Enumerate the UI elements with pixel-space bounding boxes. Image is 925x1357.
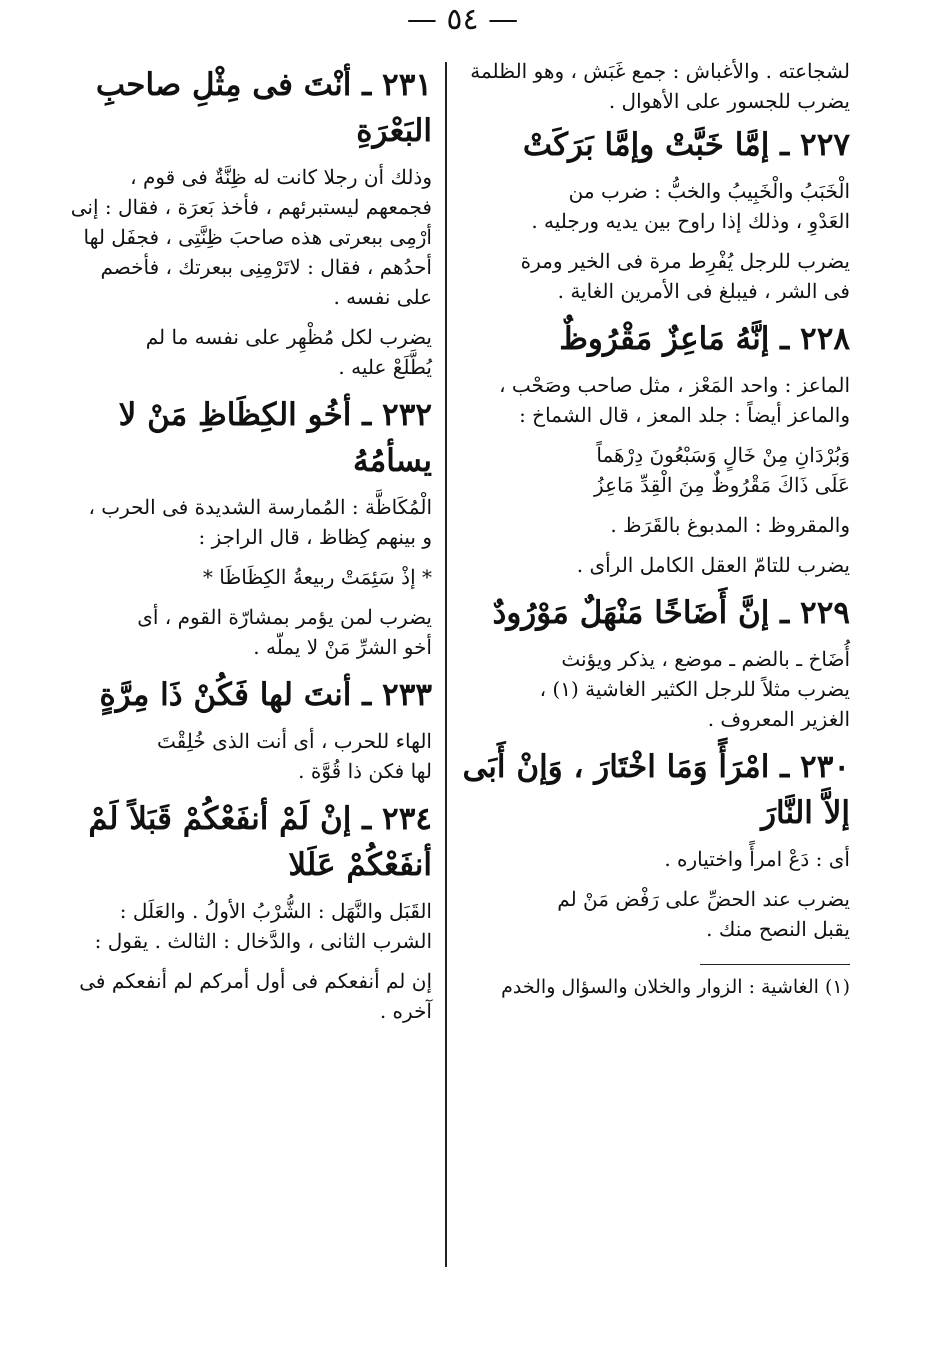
- entry-number: ٢٣٤: [382, 801, 432, 837]
- entry-title-text: امْرَأً وَمَا اخْتَارَ ، وَإنْ أَبَى إلاَّ النَّارَ: [462, 749, 850, 831]
- entry-title-text: إمَّا خَبَّتْ وإمَّا بَرَكَتْ: [522, 127, 770, 163]
- page-number: — ٥٤ —: [406, 2, 519, 37]
- entry-paragraph: [462, 246, 850, 306]
- entry-number: ٢٣٢: [382, 397, 432, 433]
- text-line: والمقروظ : المدبوغ بالقَرَظ .: [610, 513, 850, 537]
- text-line: يضرب عند الحضِّ على رَفْض مَنْ لم: [557, 887, 850, 911]
- entry-paragraph: [462, 176, 850, 236]
- text-line: يُطَّلَعْ عليه .: [338, 355, 432, 379]
- entry-paragraph: [40, 602, 432, 662]
- text-line: يضرب مثلاً للرجل الكثير الغاشية (١) ،: [539, 677, 850, 701]
- entry-number: ٢٢٧: [800, 127, 850, 163]
- entry-paragraph: [40, 492, 432, 552]
- entry-dash: ـ: [351, 801, 383, 837]
- text-line: والماعز أيضاً : جلد المعز ، قال الشماخ :: [519, 403, 850, 427]
- text-line: يقبل النصح منك .: [706, 917, 850, 941]
- entry-paragraph: [40, 896, 432, 956]
- entry-number: ٢٢٨: [800, 321, 850, 357]
- column-divider: [445, 62, 447, 1267]
- entry-paragraph: [40, 322, 432, 382]
- right-intro: [462, 56, 850, 116]
- entry-title-text: أنْتَ فى مِثْلِ صاحبِ البَعْرَةِ: [95, 67, 432, 149]
- text-line: العَدْوِ ، وذلك إذا راوح بين يديه ورجليه .: [531, 209, 850, 233]
- entry-title: [462, 122, 850, 168]
- text-line: يضرب للرجل يُفْرِط مرة فى الخير ومرة: [520, 249, 850, 273]
- text-line: يضرب لكل مُظْهِر على نفسه ما لم: [145, 325, 432, 349]
- text-line: الهاء للحرب ، أى أنت الذى خُلِقْتَ: [157, 729, 432, 753]
- entry-number: ٢٢٩: [800, 595, 850, 631]
- entry-paragraph: [462, 550, 850, 580]
- text-line: إن لم أنفعكم فى أول أمركم لم أنفعكم فى: [79, 969, 432, 993]
- entry-title: [40, 392, 432, 484]
- entry-dash: ـ: [769, 749, 801, 785]
- text-line: الْخَبَبُ والْخَبِيبُ والخبُّ : ضرب من: [568, 179, 850, 203]
- text-line: الْمُكَاظَّة : المُمارسة الشديدة فى الحرب ،: [88, 495, 432, 519]
- text-line: أحدُهم ، فقال : لاتَرْمِنِى ببعرتك ، فأخصم: [100, 255, 432, 279]
- entry-title: [40, 62, 432, 154]
- text-line: وذلك أن رجلا كانت له ظِنَّةٌ فى قوم ،: [130, 165, 432, 189]
- entry-title: [462, 590, 850, 636]
- text-line: أى : دَعْ امرأً واختياره .: [664, 847, 850, 871]
- text-line: * إذْ سَئِمَتْ ربيعةُ الكِظَاظَا *: [202, 565, 432, 589]
- entry-paragraph: [40, 562, 432, 592]
- text-line: أُضَاخ ـ بالضم ـ موضع ، يذكر ويؤنث: [561, 647, 850, 671]
- entry-dash: ـ: [351, 677, 383, 713]
- footnote: (١) الغاشية : الزوار والخلان والسؤال والخدم: [501, 976, 850, 998]
- entry-dash: ـ: [351, 397, 383, 433]
- entry-paragraph: [40, 162, 432, 312]
- text-line: آخره .: [379, 999, 432, 1023]
- entry-title-text: إنَّهُ مَاعِزٌ مَقْرُوظٌ: [559, 321, 770, 357]
- right-entries: [462, 122, 850, 944]
- entry-title: [462, 744, 850, 836]
- text-line: الشرب الثانى ، والدَّخال : الثالث . يقول :: [94, 929, 432, 953]
- text-line: عَلَى ذَاكَ مَقْرُوظٌ مِنَ الْقِدِّ مَاعِزُ: [594, 473, 850, 497]
- text-line: القَبَل والنَّهَل : الشُّرْبُ الأولُ . والعَلَل :: [119, 899, 432, 923]
- entry-paragraph: [40, 726, 432, 786]
- entry-paragraph: [462, 370, 850, 430]
- entry-paragraph: [40, 966, 432, 1026]
- text-line: وَبُرْدَانِ مِنْ خَالٍ وَسَبْعُونَ دِرْهَماً: [596, 443, 850, 467]
- footnote-rule: [700, 964, 850, 965]
- intro-line: يضرب للجسور على الأهوال .: [608, 89, 850, 113]
- text-line: فى الشر ، فيبلغ فى الأمرين الغاية .: [557, 279, 850, 303]
- entry-paragraph: [462, 510, 850, 540]
- entry-paragraph: [462, 844, 850, 874]
- entry-paragraph: [462, 644, 850, 734]
- entry-title: [40, 672, 432, 718]
- entry-dash: ـ: [769, 321, 801, 357]
- text-line: أخو الشرِّ مَنْ لا يملّه .: [253, 635, 432, 659]
- text-line: لها فكن ذا قُوَّة .: [298, 759, 432, 783]
- entry-title-text: أخُو الكِظَاظِ مَنْ لا يسأمُهُ: [118, 397, 432, 479]
- entry-title-text: إنْ لَمْ أنفَعْكُمْ قَبَلاً لَمْ أنفَعْكُمْ عَلَلا: [88, 801, 432, 883]
- text-line: فجمعهم ليستبرئهم ، فأخذ بَعرَة ، فقال : إنى: [70, 195, 432, 219]
- entry-number: ٢٣٠: [800, 749, 850, 785]
- left-column: [40, 56, 432, 1036]
- text-line: على نفسه .: [333, 285, 432, 309]
- text-line: الماعز : واحد المَعْز ، مثل صاحب وصَحْب ،: [499, 373, 850, 397]
- entry-title: [462, 316, 850, 362]
- text-line: الغزير المعروف .: [707, 707, 850, 731]
- left-entries: [40, 62, 432, 1026]
- entry-title: [40, 796, 432, 888]
- entry-dash: ـ: [769, 127, 801, 163]
- entry-dash: ـ: [769, 595, 801, 631]
- entry-paragraph: [462, 884, 850, 944]
- text-line: أرْمِى ببعرتى هذه صاحبَ ظِنَّتِى ، فجفَل لها: [83, 225, 432, 249]
- entry-title-text: أنتَ لها فَكُنْ ذَا مِرَّةٍ: [99, 677, 352, 713]
- entry-dash: ـ: [351, 67, 383, 103]
- text-line: و بينهم كِظاظ ، قال الراجز :: [198, 525, 432, 549]
- entry-number: ٢٣٣: [382, 677, 432, 713]
- entry-paragraph: [462, 440, 850, 500]
- text-line: يضرب للتامّ العقل الكامل الرأى .: [576, 553, 850, 577]
- entry-title-text: إنَّ أَضَاخًا مَنْهَلٌ مَوْرُودٌ: [492, 595, 770, 631]
- text-line: يضرب لمن يؤمر بمشارّة القوم ، أى: [137, 605, 432, 629]
- entry-number: ٢٣١: [382, 67, 432, 103]
- intro-line: لشجاعته . والأغباش : جمع غَبَش ، وهو الظلمة: [470, 59, 850, 83]
- right-column: [462, 56, 850, 1001]
